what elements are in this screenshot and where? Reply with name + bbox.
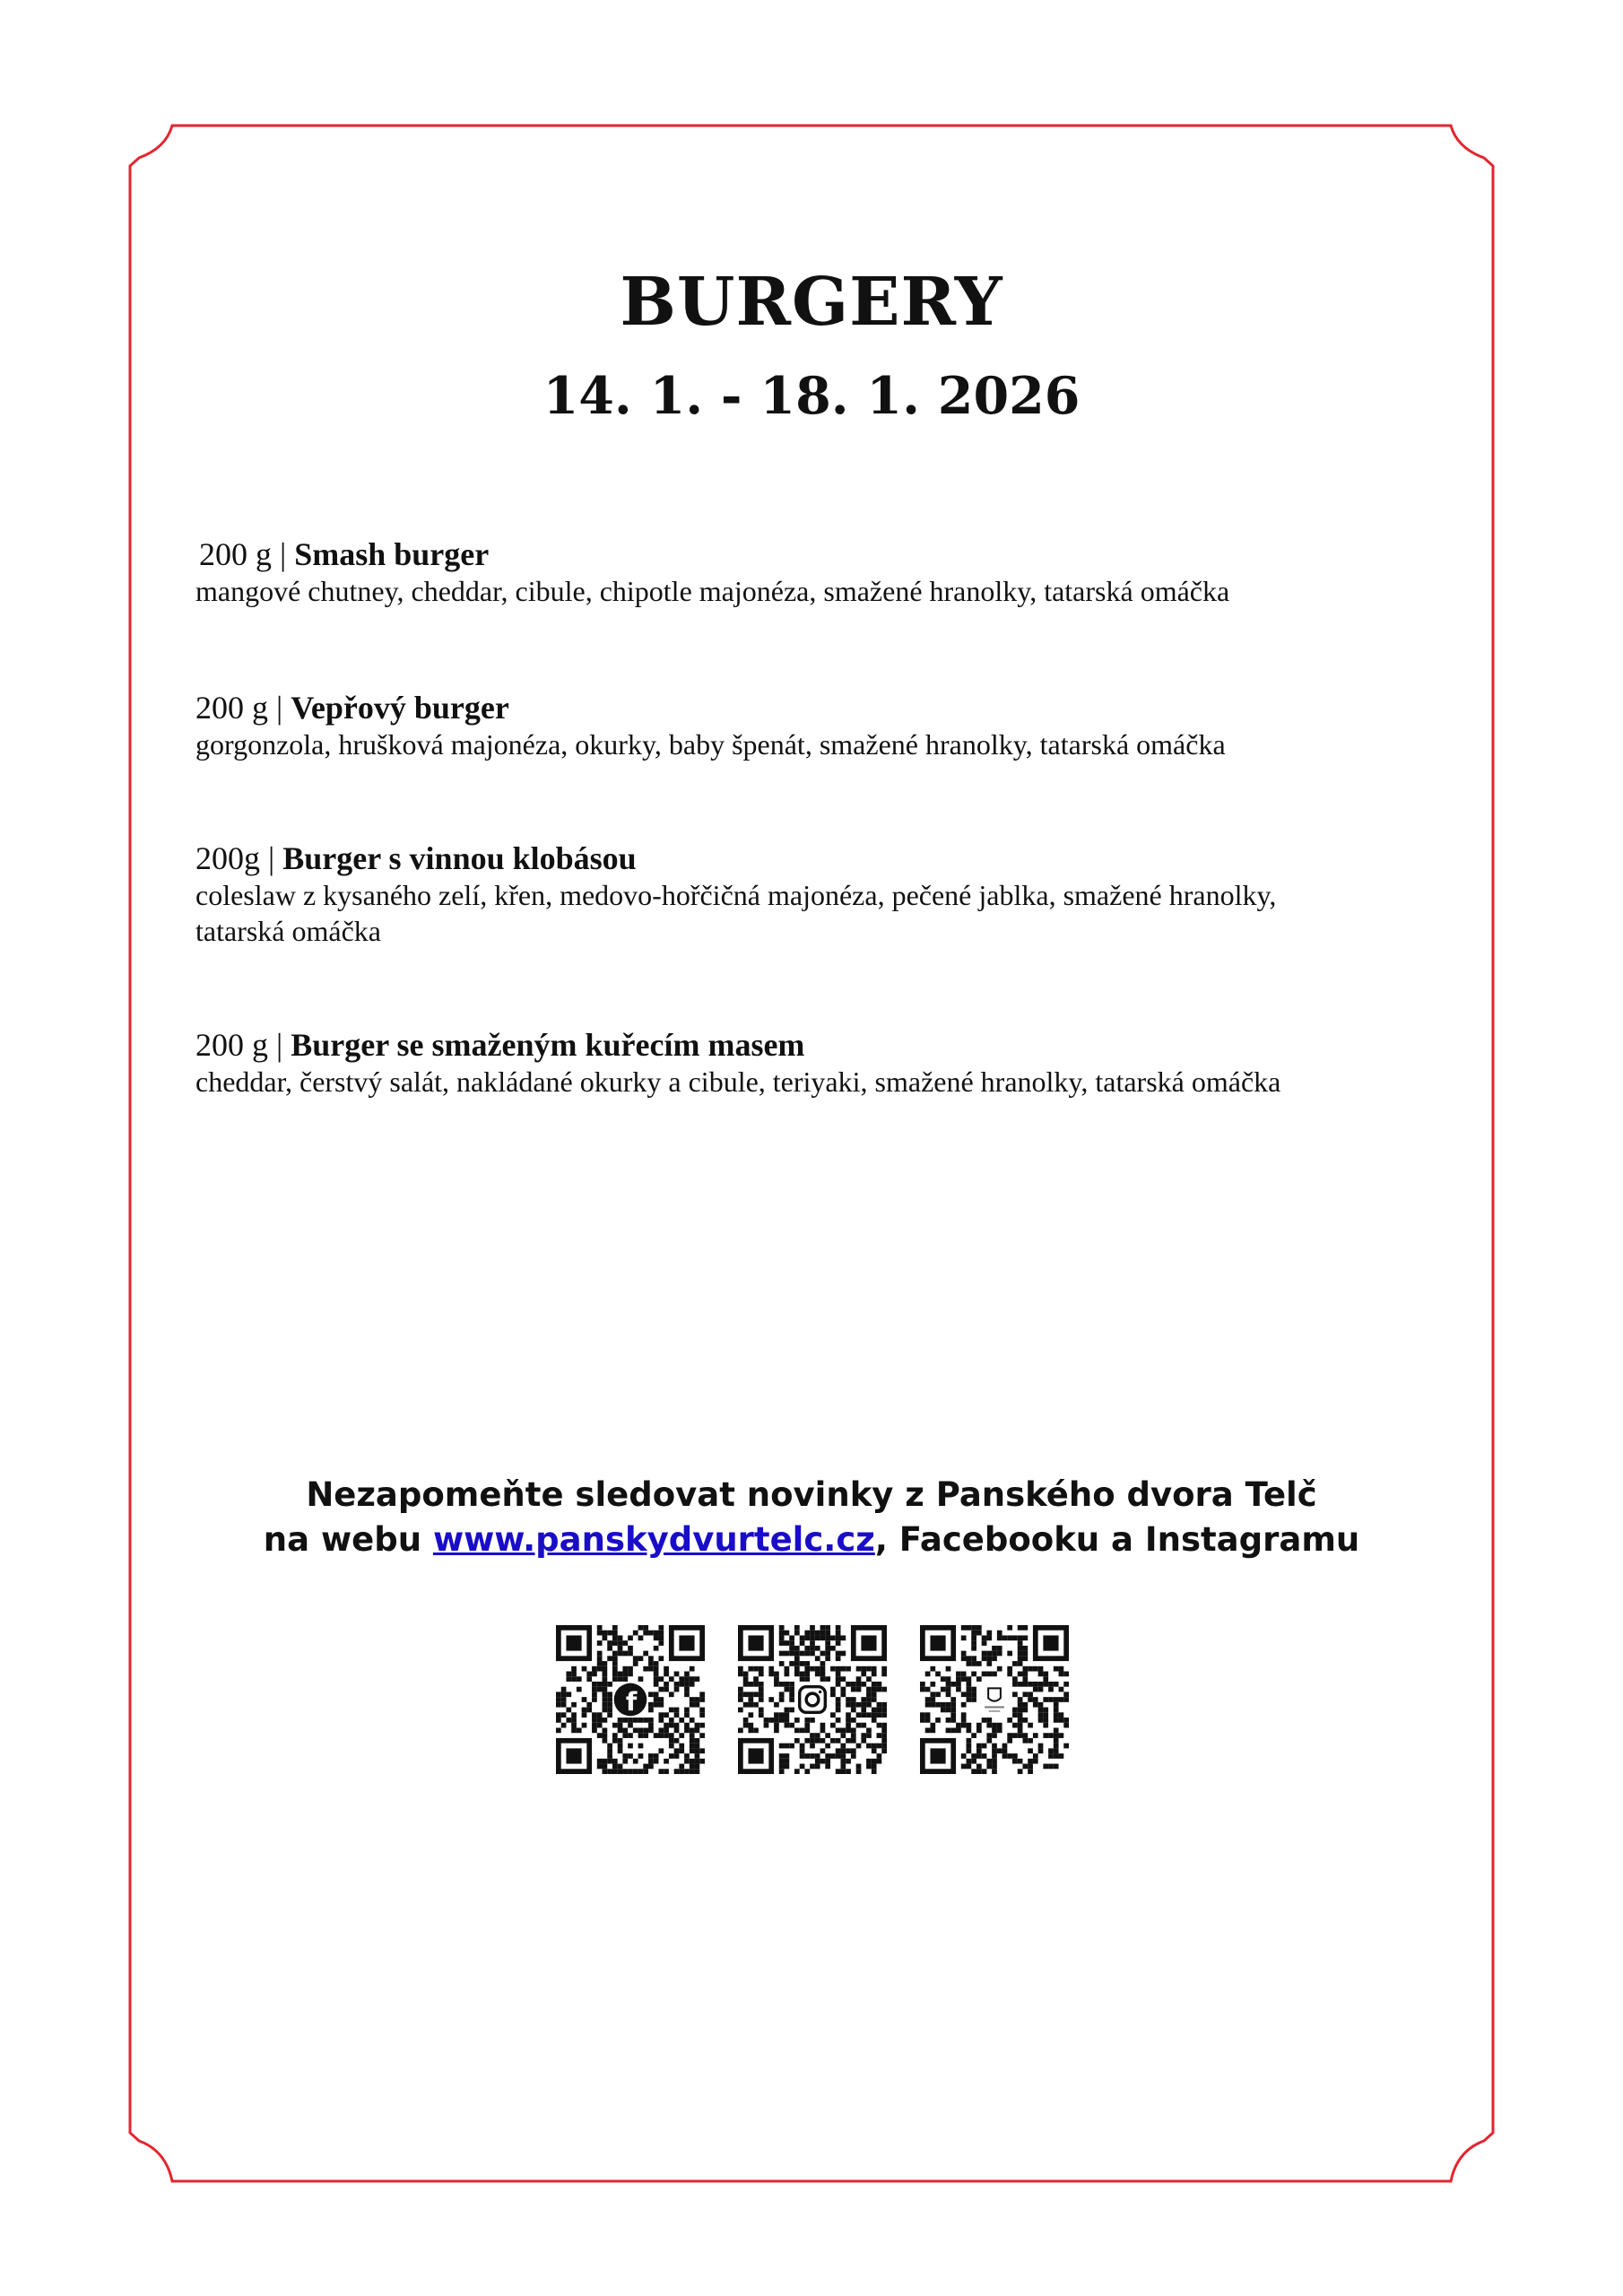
- instagram-qr-code[interactable]: [738, 1625, 887, 1774]
- promo-line-2: na webu www.panskydvurtelc.cz, Facebooku a Instagramu: [263, 1520, 1360, 1559]
- menu-item: [195, 535, 1451, 609]
- item-weight: 200 g |: [195, 690, 291, 726]
- website-qr-code[interactable]: [920, 1625, 1069, 1774]
- item-description-line2: tatarská omáčka: [195, 915, 381, 947]
- item-weight: 200 g |: [195, 1027, 291, 1063]
- item-description: cheddar, čerstvý salát, nakládané okurky a cibule, teriyaki, smažené hranolky, tatarská omáčka: [195, 1065, 1281, 1098]
- item-weight: 200g |: [195, 840, 283, 876]
- item-weight: 200 g |: [199, 536, 295, 572]
- menu-item: [195, 1026, 1451, 1100]
- item-name: Vepřový burger: [291, 690, 509, 726]
- qr-code-row: [556, 1625, 1069, 1774]
- item-description: gorgonzola, hrušková majonéza, okurky, baby špenát, smažené hranolky, tatarská omáčka: [195, 728, 1226, 761]
- item-description-line1: coleslaw z kysaného zelí, křen, medovo-hořčičná majonéza, pečené jablka, smažené hranolky,: [195, 879, 1277, 911]
- follow-us-note: [0, 1473, 1623, 1562]
- item-name: Burger s vinnou klobásou: [282, 840, 637, 876]
- item-description: mangové chutney, cheddar, cibule, chipotle majonéza, smažené hranolky, tatarská omáčka: [195, 575, 1230, 607]
- website-link[interactable]: www.panskydvurtelc.cz: [432, 1520, 875, 1559]
- date-range: 14. 1. - 18. 1. 2026: [542, 366, 1081, 426]
- menu-item: [195, 839, 1451, 949]
- svg-text:f: f: [625, 1686, 638, 1718]
- item-name: Smash burger: [294, 536, 490, 572]
- item-name: Burger se smaženým kuřecím masem: [291, 1027, 805, 1063]
- promo-line-1: Nezapomeňte sledovat novinky z Panského dvora Telč: [306, 1475, 1317, 1514]
- facebook-qr-code[interactable]: [556, 1625, 705, 1774]
- menu-item: [195, 689, 1451, 762]
- page-title: BURGERY: [620, 264, 1003, 341]
